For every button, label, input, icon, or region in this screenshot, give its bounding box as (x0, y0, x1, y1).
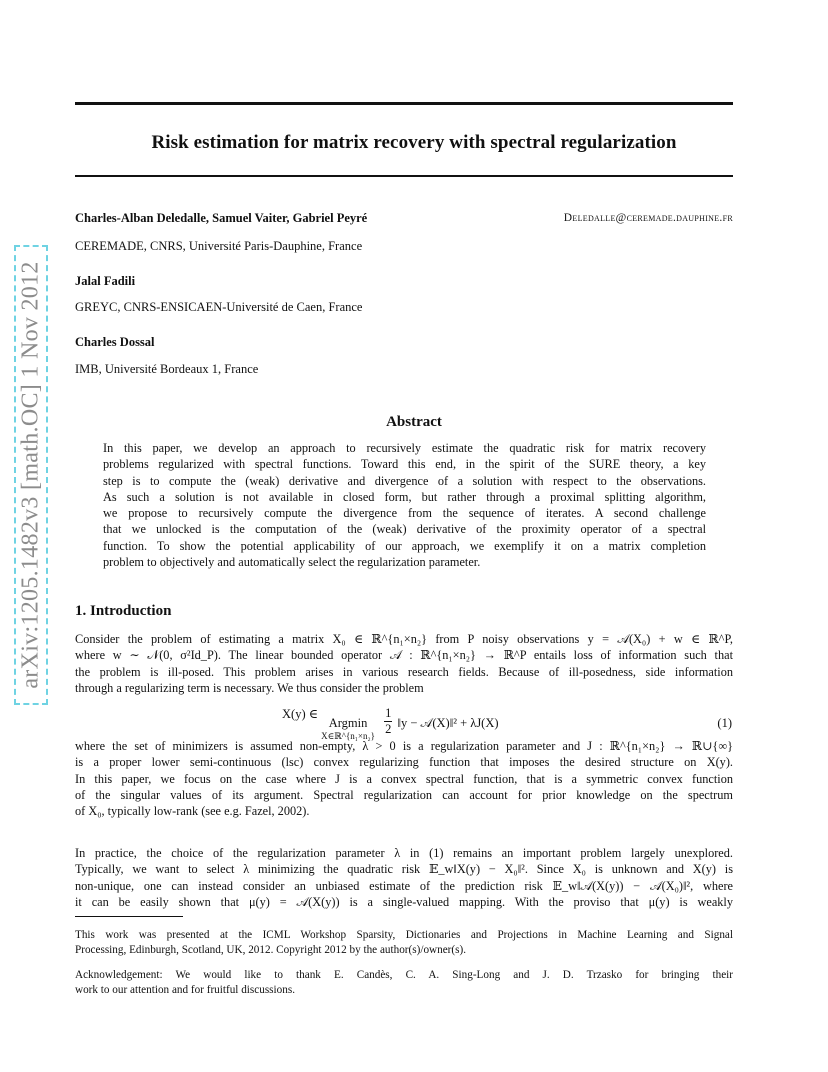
abstract-line: that we unlocked is the computation of the (weak) derivative of the proximity operator of a spectral (103, 522, 706, 537)
author-affiliation-3: IMB, Université Bordeaux 1, France (75, 362, 259, 376)
abstract-body (103, 440, 706, 570)
footnote-line: Acknowledgement: We would like to thank E. Candès, C. A. Sing-Long and J. D. Trzasko for bringing their (75, 969, 733, 981)
equation-number[interactable]: (1) (717, 716, 732, 730)
abstract-line: problem to objectively and automatically select the regularization parameter. (103, 555, 481, 570)
equation-operator: Argmin (328, 716, 368, 730)
paragraph-line: is a proper lower semi-continuous (lsc) convex regularizing function that imposes the desired structure on X(y). (75, 755, 733, 770)
paragraph-line: where the set of minimizers is assumed non-empty, λ > 0 is a regularization parameter and J : ℝ^{n₁×n₂} → ℝ∪{∞} (75, 739, 733, 753)
intro-paragraph-3 (75, 845, 733, 910)
abstract-line: we propose to recursively compute the divergence from the sequence of iterates. A second challenge (103, 506, 706, 521)
abstract-line: problems regularized with spectral functions. Toward this end, in the spirit of the SURE theory, a key (103, 457, 706, 472)
abstract-line: function. To show the potential applicability of our approach, we exemplify it on a matrix completion (103, 538, 706, 553)
paragraph-line: of X₀, typically low-rank (see e.g. Fazel, 2002). (75, 804, 310, 819)
title-rule-top (75, 102, 733, 105)
paper-title: Risk estimation for matrix recovery with spectral regularization (151, 132, 677, 153)
abstract-line: As such a solution is not available in closed form, but rather through a proximal splitting algorithm, (103, 489, 706, 504)
intro-paragraph-2 (75, 738, 733, 819)
arxiv-id: arXiv:1205.1482v3 [math.OC] 1 Nov 2012 (17, 261, 44, 689)
footnote-acknowledgement (75, 968, 733, 998)
footnote-line: This work was presented at the ICML Workshop Sparsity, Dictionaries and Projections in Machine Learning and Signal (75, 929, 733, 941)
paragraph-line: the problem is ill-posed. This problem arises in various research fields. Because of ill-posedness, side information (75, 664, 733, 679)
abstract-line: step is to compute the (weak) derivative and divergence of a solution with respect to the observations. (103, 473, 706, 488)
equation-1 (282, 706, 499, 742)
abstract-heading: Abstract (386, 414, 442, 430)
author-names-1: Charles-Alban Deledalle, Samuel Vaiter, Gabriel Peyré (75, 211, 368, 225)
paragraph-line: it can be easily shown that μ(y) = 𝒜(X(y)) is a single-valued mapping. With the proviso that μ(y) is weakly (75, 894, 733, 909)
equation-rhs: ‖y − 𝒜(X)‖² + λJ(X) (397, 716, 499, 730)
paragraph-line: Consider the problem of estimating a matrix X₀ ∈ ℝ^{n₁×n₂} from P noisy observations y = 𝒜(X₀) + w ∈ ℝ^P, (75, 632, 733, 646)
equation-fraction-denominator: 2 (385, 722, 392, 736)
paragraph-line: non-unique, one can instead consider an unbiased estimate of the prediction risk 𝔼_w‖𝒜(X(y)) − 𝒜(X₀)‖², where (75, 878, 733, 893)
paragraph-line: In this paper, we focus on the case where J is a convex spectral function, that is a symmetric convex function (75, 771, 733, 786)
intro-paragraph-1 (75, 631, 733, 696)
author-names-2: Jalal Fadili (75, 274, 136, 288)
footnote-line: Processing, Edinburgh, Scotland, UK, 2012. Copyright 2012 by the author(s)/owner(s). (75, 944, 466, 956)
abstract-line: In this paper, we develop an approach to recursively estimate the quadratic risk for matrix recovery (103, 441, 706, 455)
title-rule-bottom (75, 175, 733, 177)
paragraph-line: In practice, the choice of the regularization parameter λ in (1) remains an important problem largely unexplored. (75, 846, 733, 860)
arxiv-stamp (14, 245, 48, 705)
equation-lhs: X(y) ∈ (282, 707, 322, 721)
author-email[interactable]: Deledalle@ceremade.dauphine.fr (563, 212, 733, 224)
equation-subscript: X∈ℝ^{n₁×n₂} (321, 731, 375, 741)
paragraph-line: of the singular values of its argument. Spectral regularization can account for prior knowledge on the spectrum (75, 787, 733, 802)
paragraph-line: Typically, we want to select λ minimizing the quadratic risk 𝔼_w‖X(y) − X₀‖². Since X₀ is unknown and X(y) is (75, 862, 733, 877)
author-affiliation-1: CEREMADE, CNRS, Université Paris-Dauphine, France (75, 239, 363, 253)
footnote-line: work to our attention and for fruitful discussions. (75, 984, 295, 996)
paragraph-line: through a regularizing term is necessary. We thus consider the problem (75, 680, 424, 695)
equation-fraction-numerator: 1 (385, 706, 392, 720)
author-names-3: Charles Dossal (75, 335, 155, 349)
author-affiliation-2: GREYC, CNRS-ENSICAEN-Université de Caen, France (75, 300, 363, 314)
footnote-workshop (75, 928, 733, 958)
section-heading: 1. Introduction (75, 603, 172, 619)
footnote-rule (75, 916, 183, 917)
paragraph-line: where w ∼ 𝒩(0, σ²Id_P). The linear bounded operator 𝒜 : ℝ^{n₁×n₂} → ℝ^P entails loss of information such that (75, 648, 733, 663)
